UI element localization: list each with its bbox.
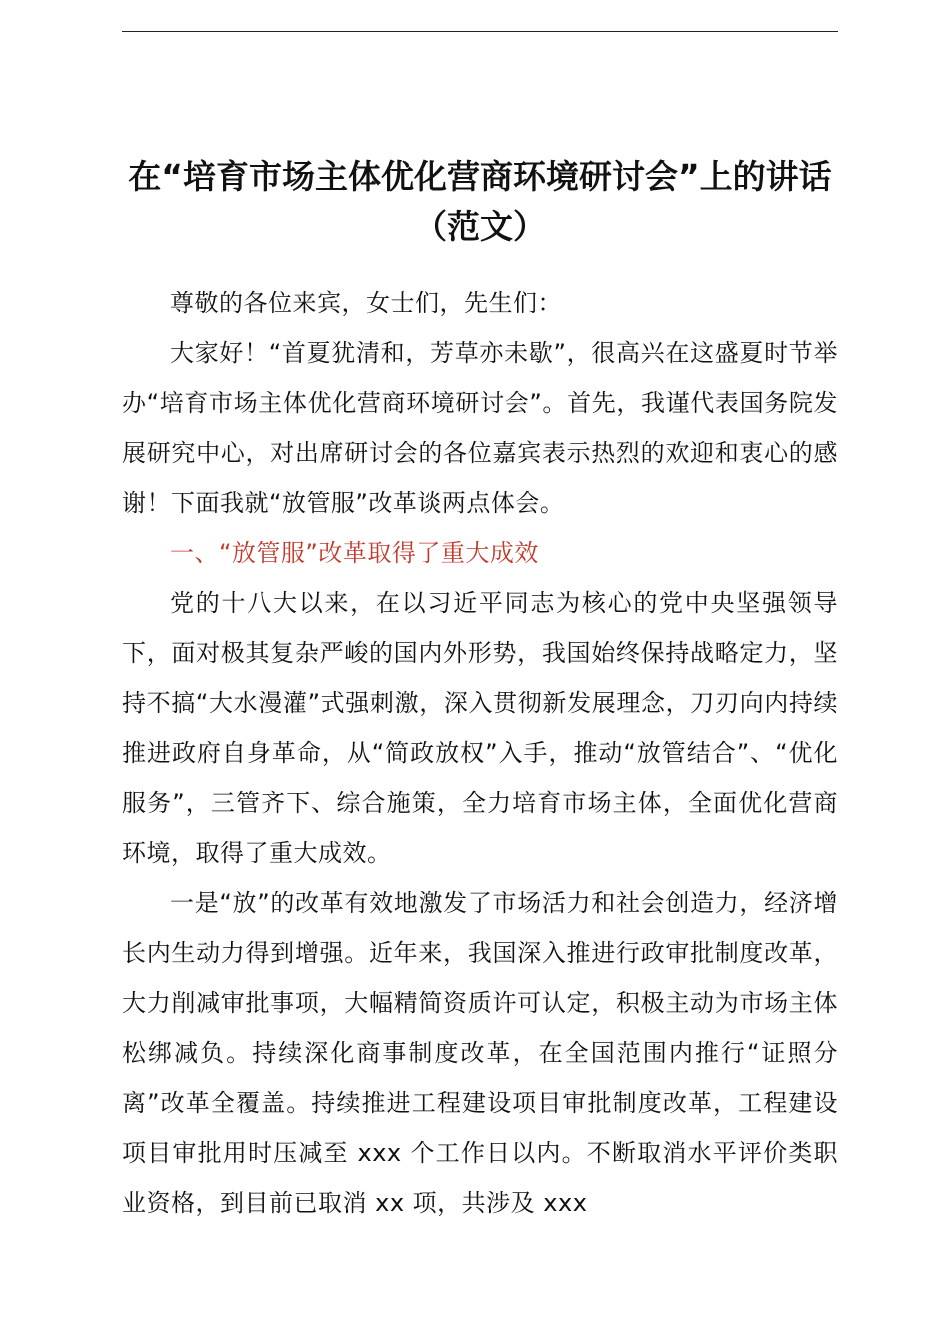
header-rule <box>122 31 838 32</box>
opening-paragraph: 大家好！“首夏犹清和，芳草亦未歇”，很高兴在这盛夏时节举办“培育市场主体优化营商环境研讨会”。首先，我谨代表国务院发展研究中心，对出席研讨会的各位嘉宾表示热烈的欢迎和衷心的感谢！下面我就“放管服”改革谈两点体会。 <box>122 339 838 517</box>
body-paragraph-1: 党的十八大以来，在以习近平同志为核心的党中央坚强领导下，面对极其复杂严峻的国内外形势，我国始终保持战略定力，坚持不搞“大水漫灌”式强刺激，深入贯彻新发展理念，刀刃向内持续推进政府自身革命，从“简政放权”入手，推动“放管结合”、“优化服务”，三管齐下、综合施策，全力培育市场主体，全面优化营商环境，取得了重大成效。 <box>122 589 838 867</box>
salutation-paragraph: 尊敬的各位来宾，女士们，先生们： <box>170 289 562 317</box>
section-heading: 一、“放管服”改革取得了重大成效 <box>170 539 539 567</box>
document-title: 在“培育市场主体优化营商环境研讨会”上的讲话（范文） <box>128 157 832 246</box>
document-body <box>122 278 838 1228</box>
body-paragraph-2: 一是“放”的改革有效地激发了市场活力和社会创造力，经济增长内生动力得到增强。近年来，我国深入推进行政审批制度改革，大力削减审批事项，大幅精简资质许可认定，积极主动为市场主体松绑减负。持续深化商事制度改革，在全国范围内推行“证照分离”改革全覆盖。持续推进工程建设项目审批制度改革，工程建设项目审批用时压减至 xxx 个工作日以内。不断取消水平评价类职业资格，到目前已取消 xx 项，共涉及 xxx <box>122 889 838 1217</box>
